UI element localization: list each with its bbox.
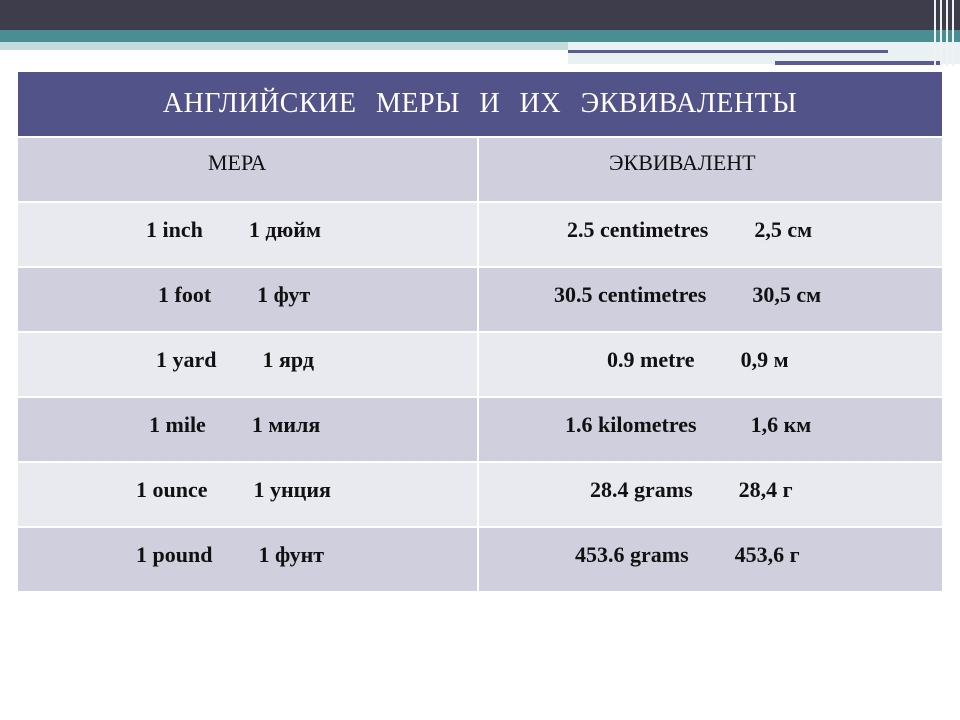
equivalent-ru: 28,4 г [738, 477, 793, 502]
equivalent-cell [479, 463, 942, 526]
equivalent-en: 28.4 grams [590, 477, 693, 502]
measure-ru: 1 миля [251, 412, 321, 437]
teal-decor-band [0, 30, 960, 42]
equivalent-en: 0.9 metre [607, 347, 695, 372]
light-decor-band [0, 42, 568, 50]
measure-en: 1 pound [136, 542, 213, 567]
measure-cell [18, 528, 479, 591]
measure-ru: 1 дюйм [248, 217, 321, 242]
table-title-row [18, 72, 942, 138]
equivalent-cell [479, 333, 942, 396]
measures-table [18, 72, 942, 593]
equivalent-cell [479, 528, 942, 591]
measure-ru: 1 фут [257, 282, 311, 307]
decor-stripes [930, 0, 960, 66]
equivalent-en: 453.6 grams [575, 542, 689, 567]
header-equivalent: ЭКВИВАЛЕНТ [479, 138, 942, 201]
top-decor-bar [0, 0, 960, 30]
measure-ru: 1 ярд [262, 347, 314, 372]
equivalent-cell [479, 268, 942, 331]
measure-cell [18, 203, 479, 266]
equivalent-ru: 2,5 см [754, 217, 813, 242]
table-row [18, 203, 942, 268]
equivalent-ru: 30,5 см [752, 282, 822, 307]
decor-line [568, 50, 888, 53]
table-title: АНГЛИЙСКИЕ МЕРЫ И ИХ ЭКВИВАЛЕНТЫ [162, 88, 798, 119]
measure-en: 1 mile [149, 412, 206, 437]
table-row [18, 463, 942, 528]
equivalent-ru: 1,6 км [750, 412, 812, 437]
table-row [18, 398, 942, 463]
equivalent-cell [479, 398, 942, 461]
equivalent-en: 2.5 centimetres [567, 217, 709, 242]
measure-en: 1 ounce [136, 477, 208, 502]
equivalent-en: 30.5 centimetres [554, 282, 707, 307]
table-row [18, 268, 942, 333]
equivalent-ru: 453,6 г [734, 542, 800, 567]
table-row [18, 528, 942, 593]
table-row [18, 333, 942, 398]
measure-ru: 1 унция [253, 477, 331, 502]
measure-cell [18, 398, 479, 461]
header-row [18, 138, 942, 203]
equivalent-ru: 0,9 м [740, 347, 789, 372]
measure-en: 1 yard [156, 347, 217, 372]
decor-line [775, 61, 940, 65]
measure-cell [18, 463, 479, 526]
equivalent-en: 1.6 kilometres [565, 412, 697, 437]
measure-ru: 1 фунт [258, 542, 325, 567]
measure-en: 1 inch [146, 217, 203, 242]
measure-cell [18, 333, 479, 396]
measure-cell [18, 268, 479, 331]
equivalent-cell [479, 203, 942, 266]
header-measure: МЕРА [18, 138, 479, 201]
measure-en: 1 foot [158, 282, 212, 307]
